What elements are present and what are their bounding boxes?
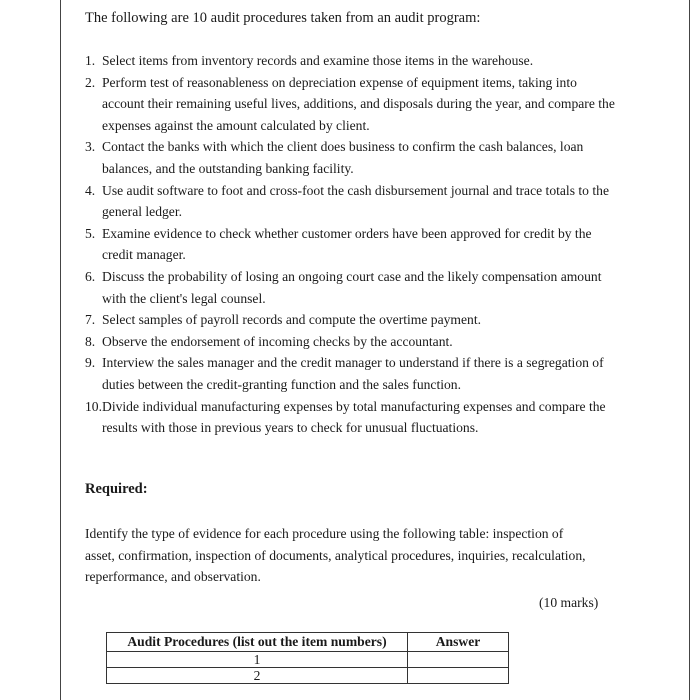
procedure-text: Select samples of payroll records and compute the overtime payment. [102,312,481,328]
procedure-item [85,396,615,439]
procedure-text: Select items from inventory records and examine those items in the warehouse. [102,53,534,68]
procedure-number: 4. [85,182,96,198]
instruction-text: Identify the type of evidence for each procedure using the following table: inspection of asset, confirmation, inspection of documents, analytical procedures, inquiries, recalculation, reperformance, and observation. [85,526,586,585]
procedure-number: 3. [85,139,96,155]
procedure-number: 10. [85,398,102,414]
procedure-item [85,309,615,331]
procedure-text: Discuss the probability of losing an ongoing court case and the likely compensation amount with the client's legal counsel. [102,268,602,306]
procedure-number: 8. [85,333,96,349]
procedure-text: Contact the banks with which the client does business to confirm the cash balances, loan balances, and the outstanding banking facility. [102,139,584,176]
table-row [107,652,509,668]
procedure-list [85,50,615,439]
procedure-number: 7. [85,312,96,328]
answer-cell[interactable] [408,668,509,684]
procedure-number: 6. [85,268,96,284]
procedure-cell: 2 [107,668,408,684]
table-header-row [107,633,509,652]
procedure-text: Examine evidence to check whether customer orders have been approved for credit by the credit manager. [102,225,592,263]
table-row [107,668,509,684]
procedure-item [85,352,615,395]
marks-label: (10 marks) [539,595,599,610]
procedure-number: 2. [85,74,96,90]
intro-text: The following are 10 audit procedures taken from an audit program: [85,10,481,26]
procedure-number: 1. [85,53,96,68]
procedure-item [85,223,615,266]
document-page [60,0,690,700]
header-answer: Answer [408,633,509,652]
procedure-text: Perform test of reasonableness on depreciation expense of equipment items, taking into account their remaining useful lives, additions, and disposals during the year, and compare the expenses against the amount calculated by client. [102,74,615,133]
procedure-item [85,50,615,72]
answer-cell[interactable] [408,652,509,668]
procedure-item [85,266,615,309]
header-procedures: Audit Procedures (list out the item numbers) [107,633,408,652]
procedure-item [85,180,615,223]
procedure-item [85,331,615,353]
procedure-item [85,136,615,179]
procedure-item [85,72,615,137]
procedure-number: 5. [85,225,96,241]
required-heading: Required: [85,481,148,497]
answer-table [106,632,509,684]
procedure-text: Observe the endorsement of incoming checks by the accountant. [102,333,453,349]
procedure-text: Use audit software to foot and cross-foot the cash disbursement journal and trace totals to the general ledger. [102,182,609,220]
procedure-cell: 1 [107,652,408,668]
procedure-number: 9. [85,355,96,371]
procedure-text: Divide individual manufacturing expenses by total manufacturing expenses and compare the results with those in previous years to check for unusual fluctuations. [102,398,606,436]
procedure-text: Interview the sales manager and the credit manager to understand if there is a segregation of duties between the credit-granting function and the sales function. [102,355,604,392]
